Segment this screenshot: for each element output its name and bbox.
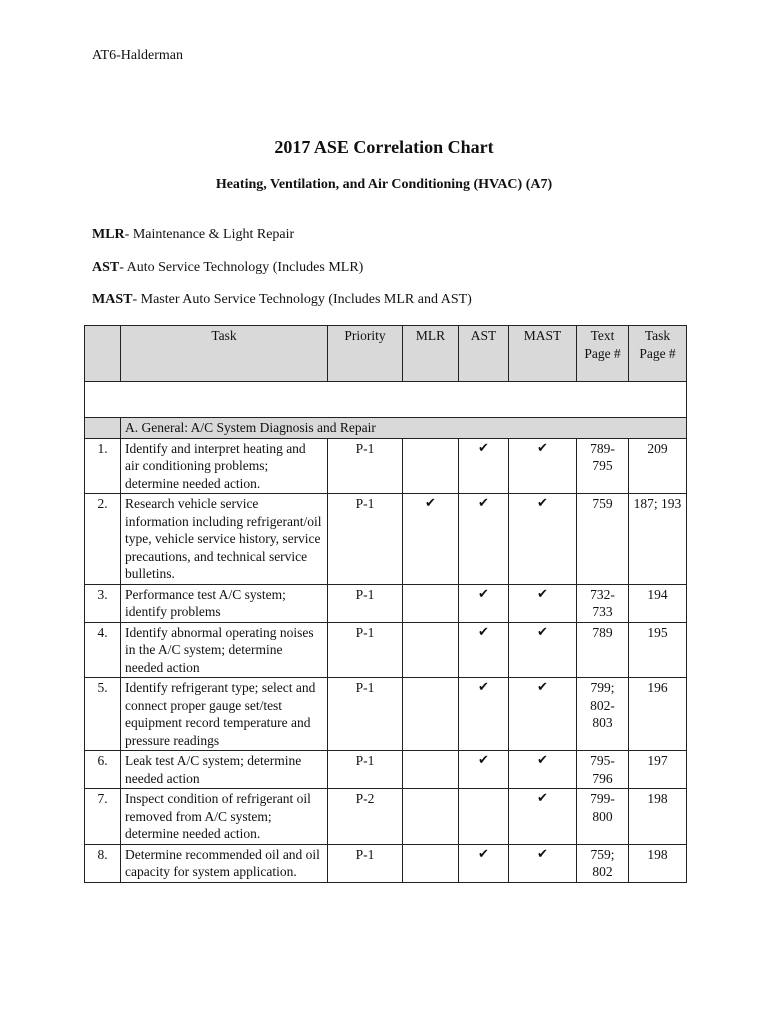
mast-check: ✔ [509,751,577,789]
header-ast: AST [459,326,509,382]
legend-mlr [92,227,294,243]
table-row [85,494,687,585]
task-page: 187; 193 [629,494,687,585]
header-task: Task [121,326,328,382]
section-title: A. General: A/C System Diagnosis and Repair [121,418,687,439]
task-number: 6. [85,751,121,789]
task-priority: P-1 [328,751,403,789]
mlr-check [403,844,459,882]
header-mast: MAST [509,326,577,382]
ast-check: ✔ [459,751,509,789]
table-row [85,844,687,882]
legend-abbr: MAST [92,292,133,307]
table-row [85,622,687,678]
task-priority: P-1 [328,678,403,751]
task-priority: P-1 [328,584,403,622]
task-priority: P-1 [328,622,403,678]
ast-check: ✔ [459,584,509,622]
blank-cell [85,382,687,418]
mast-check: ✔ [509,438,577,494]
section-row [85,418,687,439]
header-priority: Priority [328,326,403,382]
task-number: 3. [85,584,121,622]
task-page: 198 [629,789,687,845]
table-row [85,438,687,494]
legend-ast [92,260,363,276]
ast-check: ✔ [459,844,509,882]
mlr-check [403,751,459,789]
mlr-check [403,584,459,622]
mlr-check [403,789,459,845]
task-page: 194 [629,584,687,622]
table-row [85,584,687,622]
task-priority: P-1 [328,844,403,882]
header-task-page: Task Page # [629,326,687,382]
text-page: 799-800 [577,789,629,845]
mast-check: ✔ [509,789,577,845]
task-description: Identify abnormal operating noises in the A/C system; determine needed action [121,622,328,678]
ast-check [459,789,509,845]
document-title: 2017 ASE Correlation Chart [274,137,494,157]
text-page: 759; 802 [577,844,629,882]
task-description: Inspect condition of refrigerant oil removed from A/C system; determine needed action. [121,789,328,845]
ast-check: ✔ [459,494,509,585]
task-number: 1. [85,438,121,494]
text-page: 799; 802-803 [577,678,629,751]
table-row [85,751,687,789]
task-number: 5. [85,678,121,751]
legend-desc: - Master Auto Service Technology (Includes MLR and AST) [132,292,472,307]
task-number: 4. [85,622,121,678]
table-row [85,789,687,845]
task-priority: P-2 [328,789,403,845]
section-empty-cell [85,418,121,439]
task-description: Performance test A/C system; identify problems [121,584,328,622]
task-number: 2. [85,494,121,585]
text-page: 759 [577,494,629,585]
header-text-page: Text Page # [577,326,629,382]
task-page: 197 [629,751,687,789]
task-priority: P-1 [328,438,403,494]
correlation-table [84,325,687,883]
header-number-cell [85,326,121,382]
task-number: 8. [85,844,121,882]
legend-desc: - Auto Service Technology (Includes MLR) [119,260,364,275]
task-description: Research vehicle service information including refrigerant/oil type, vehicle service history, service precautions, and technical service bulletins. [121,494,328,585]
task-number: 7. [85,789,121,845]
ast-check: ✔ [459,622,509,678]
text-page: 789 [577,622,629,678]
text-page: 732-733 [577,584,629,622]
task-description: Determine recommended oil and oil capacity for system application. [121,844,328,882]
text-page: 789-795 [577,438,629,494]
ast-check: ✔ [459,438,509,494]
task-page: 198 [629,844,687,882]
task-page: 209 [629,438,687,494]
table-row [85,678,687,751]
mast-check: ✔ [509,678,577,751]
task-description: Identify and interpret heating and air conditioning problems; determine needed action. [121,438,328,494]
task-page: 196 [629,678,687,751]
task-priority: P-1 [328,494,403,585]
mast-check: ✔ [509,622,577,678]
legend-abbr: AST [92,260,120,275]
mlr-check [403,678,459,751]
legend-desc: - Maintenance & Light Repair [124,227,295,242]
mast-check: ✔ [509,844,577,882]
header-mlr: MLR [403,326,459,382]
legend-abbr: MLR [92,227,125,242]
task-page: 195 [629,622,687,678]
text-page: 795-796 [577,751,629,789]
mlr-check [403,438,459,494]
document-subtitle: Heating, Ventilation, and Air Conditioning (HVAC) (A7) [215,177,553,192]
task-description: Identify refrigerant type; select and connect proper gauge set/test equipment record temperature and pressure readings [121,678,328,751]
mlr-check: ✔ [403,494,459,585]
legend-mast [92,292,472,308]
table-header-row [85,326,687,382]
blank-row [85,382,687,418]
task-description: Leak test A/C system; determine needed action [121,751,328,789]
mast-check: ✔ [509,494,577,585]
header-author: AT6-Halderman [92,48,183,63]
mlr-check [403,622,459,678]
ast-check: ✔ [459,678,509,751]
mast-check: ✔ [509,584,577,622]
